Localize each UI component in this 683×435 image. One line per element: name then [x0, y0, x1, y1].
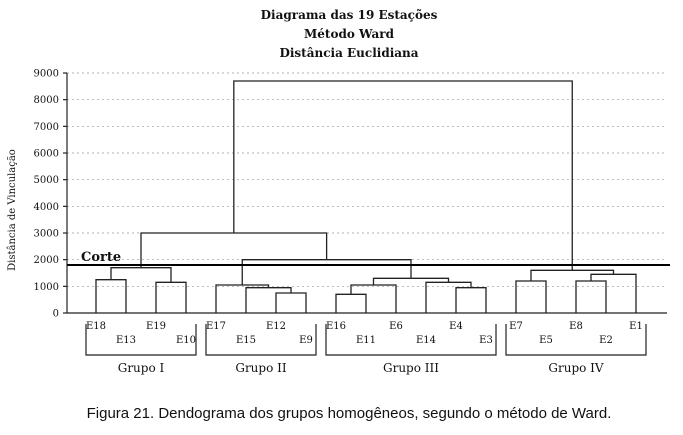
title-line-1: Diagrama das 19 Estações: [260, 8, 438, 22]
y-axis-label: Distância de Vinculação: [7, 149, 18, 271]
figure-caption: Figura 21. Dendograma dos grupos homogêneos, segundo o método de Ward.: [86, 405, 612, 422]
leaf-label: E13: [115, 335, 137, 346]
dendrogram-link: [591, 274, 636, 313]
leaf-label: E9: [299, 335, 313, 346]
leaf-label: E5: [539, 335, 553, 346]
y-tick-label: 8000: [33, 95, 59, 107]
dendrogram-link: [156, 282, 186, 313]
dendrogram-link: [96, 280, 126, 313]
group-brackets: [86, 324, 646, 375]
gridlines: [67, 73, 667, 286]
dendrogram-link: [426, 282, 471, 313]
leaf-label: E10: [175, 335, 197, 346]
group-label: Grupo II: [235, 361, 287, 375]
leaf-label: E16: [325, 321, 347, 332]
leaf-label: E1: [629, 321, 643, 332]
y-tick-label: 2000: [33, 255, 59, 267]
y-tick-label: 4000: [33, 201, 59, 213]
dendrogram-link: [516, 281, 546, 313]
leaf-label: E12: [265, 321, 287, 332]
title-line-3: Distância Euclidiana: [279, 46, 419, 60]
group-bracket: [326, 324, 496, 355]
chart-title: [261, 8, 438, 60]
dendrogram-link: [576, 281, 606, 313]
dendrogram-link: [336, 294, 366, 313]
dendrogram-link: [276, 293, 306, 313]
group-label: Grupo IV: [548, 361, 604, 375]
leaf-label: E7: [509, 321, 523, 332]
dendrogram-link: [246, 288, 291, 313]
dendrogram-link: [351, 285, 396, 313]
y-tick-label: 0: [52, 308, 59, 320]
dendrogram-link: [141, 233, 327, 268]
leaf-label: E15: [235, 335, 257, 346]
leaf-label: E2: [599, 335, 613, 346]
dendrogram-link: [456, 288, 486, 313]
y-tick-label: 6000: [33, 148, 59, 160]
dendrogram-link: [531, 270, 614, 281]
leaf-label: E6: [389, 321, 403, 332]
y-tick-label: 7000: [33, 121, 59, 133]
dendrogram-link: [242, 260, 411, 285]
y-tick-label: 9000: [33, 68, 59, 80]
group-label: Grupo I: [117, 361, 165, 375]
leaf-label: E11: [355, 335, 377, 346]
leaf-label: E18: [85, 321, 107, 332]
cut-line-group: [67, 250, 670, 265]
leaf-label: E14: [415, 335, 437, 346]
cut-label: Corte: [81, 250, 122, 265]
y-tick-label: 5000: [33, 175, 59, 187]
dendrogram-link: [216, 285, 269, 313]
leaf-label: E8: [569, 321, 583, 332]
group-label: Grupo III: [383, 361, 439, 375]
leaf-label: E4: [449, 321, 463, 332]
leaf-label: E19: [145, 321, 167, 332]
y-tick-label: 3000: [33, 228, 59, 240]
dendrogram-link: [374, 278, 449, 285]
leaf-labels: [86, 321, 643, 346]
leaf-label: E17: [205, 321, 227, 332]
dendrogram-link: [234, 81, 572, 270]
dendrogram-branches: [96, 81, 636, 313]
title-line-2: Método Ward: [304, 27, 394, 41]
leaf-label: E3: [479, 335, 493, 346]
y-tick-label: 1000: [33, 281, 59, 293]
